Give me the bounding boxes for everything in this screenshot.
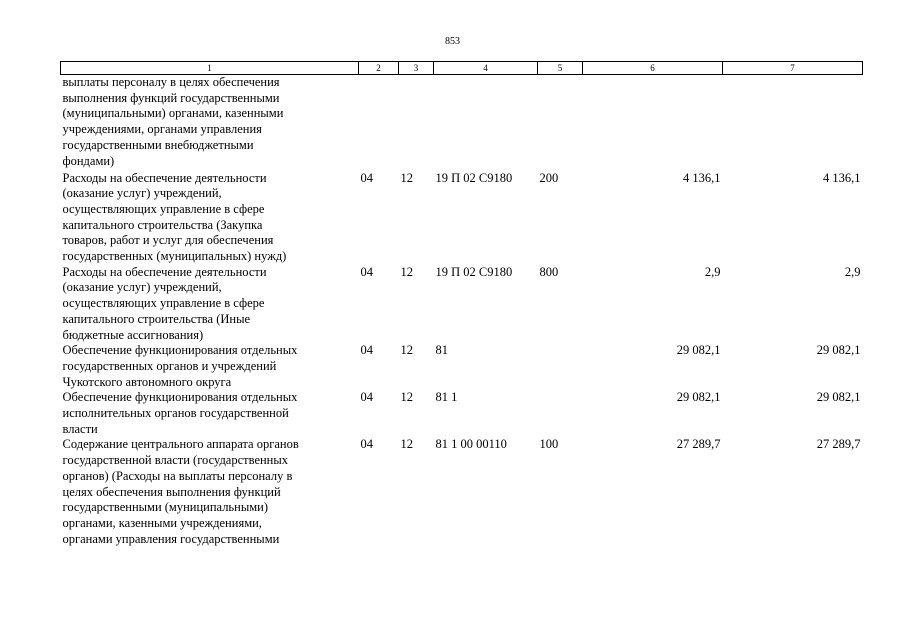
expense-type-code: 800 [539, 264, 559, 279]
row-description [61, 75, 359, 171]
expense-type-code [538, 390, 583, 437]
table-row [61, 343, 863, 390]
target-article-code [434, 75, 538, 171]
description-line: Расходы на обеспечение деятельности [62, 170, 267, 185]
description-line: органами управления государственными [62, 531, 280, 546]
description-line: органами, казенными учреждениями, [62, 515, 262, 530]
amount-col-7: 29 082,1 [816, 343, 861, 358]
amount-col-7 [723, 75, 863, 171]
description-line: Обеспечение функционирования отдельных [62, 390, 298, 405]
header-col-6: 6 [583, 62, 723, 75]
table-row [61, 437, 863, 547]
expense-type-code [538, 343, 583, 390]
description-line: исполнительных органов государственной [62, 406, 289, 421]
description-line: (муниципальными) органами, казенными [62, 106, 284, 121]
description-line: учреждениями, органами управления [62, 122, 262, 137]
table-row [61, 75, 863, 171]
amount-col-6: 2,9 [704, 264, 721, 279]
row-description [61, 390, 359, 437]
description-line: капитального строительства (Иные [62, 311, 251, 326]
description-line: государственными внебюджетными [62, 137, 254, 152]
table-body [61, 75, 863, 548]
subsection-code: 12 [400, 437, 413, 452]
description-line: государственных (муниципальных) нужд) [62, 249, 287, 264]
target-article-code: 81 [435, 343, 448, 358]
section-code: 04 [360, 437, 373, 452]
description-line: товаров, работ и услуг для обеспечения [62, 233, 274, 248]
description-line: Обеспечение функционирования отдельных [62, 343, 298, 358]
page-number: 853 [445, 36, 460, 47]
description-line: осуществляющих управление в сфере [62, 201, 265, 216]
description-line: (оказание услуг) учреждений, [62, 186, 222, 201]
amount-col-7: 4 136,1 [823, 170, 861, 185]
description-line: осуществляющих управление в сфере [62, 296, 265, 311]
target-article-code: 81 1 00 00110 [435, 437, 507, 452]
subsection-code [399, 75, 434, 171]
budget-table [60, 61, 863, 547]
expense-type-code: 200 [539, 170, 559, 185]
table-row [61, 171, 863, 265]
subsection-code: 12 [400, 343, 413, 358]
expense-type-code [538, 75, 583, 171]
amount-col-6: 29 082,1 [676, 390, 721, 405]
subsection-code: 12 [400, 264, 413, 279]
target-article-code: 81 1 [435, 390, 458, 405]
amount-col-7: 2,9 [844, 264, 861, 279]
description-line: Содержание центрального аппарата органов [62, 437, 299, 452]
description-line: выплаты персоналу в целях обеспечения [62, 75, 280, 89]
description-line: (оказание услуг) учреждений, [62, 280, 222, 295]
header-col-4: 4 [434, 62, 538, 75]
row-description [61, 171, 359, 265]
expense-type-code: 100 [539, 437, 559, 452]
header-col-2: 2 [359, 62, 399, 75]
header-col-5: 5 [538, 62, 583, 75]
description-line: фондами) [62, 153, 115, 168]
section-code: 04 [360, 390, 373, 405]
amount-col-6: 4 136,1 [683, 170, 721, 185]
header-col-3: 3 [399, 62, 434, 75]
amount-col-7: 27 289,7 [816, 437, 861, 452]
subsection-code: 12 [400, 170, 413, 185]
table-row [61, 390, 863, 437]
target-article-code: 19 П 02 С9180 [435, 170, 513, 185]
amount-col-6 [583, 75, 723, 171]
amount-col-7: 29 082,1 [816, 390, 861, 405]
description-line: капитального строительства (Закупка [62, 217, 263, 232]
description-line: бюджетные ассигнования) [62, 327, 204, 342]
description-line: выполнения функций государственными [62, 90, 280, 105]
header-col-7: 7 [723, 62, 863, 75]
description-line: государственными (муниципальными) [62, 500, 268, 515]
row-description [61, 437, 359, 547]
description-line: Чукотского автономного округа [62, 374, 232, 389]
description-line: государственных органов и учреждений [62, 358, 277, 373]
section-code [359, 75, 399, 171]
row-description [61, 343, 359, 390]
section-code: 04 [360, 343, 373, 358]
description-line: Расходы на обеспечение деятельности [62, 264, 267, 279]
description-line: государственной власти (государственных [62, 453, 289, 468]
section-code: 04 [360, 264, 373, 279]
amount-col-6: 29 082,1 [676, 343, 721, 358]
table-row [61, 265, 863, 344]
header-col-1: 1 [61, 62, 359, 75]
description-line: власти [62, 421, 98, 436]
row-description [61, 265, 359, 344]
amount-col-6: 27 289,7 [676, 437, 721, 452]
section-code: 04 [360, 170, 373, 185]
subsection-code: 12 [400, 390, 413, 405]
description-line: органов) (Расходы на выплаты персоналу в [62, 468, 293, 483]
column-number-header [61, 62, 863, 75]
description-line: целях обеспечения выполнения функций [62, 484, 281, 499]
target-article-code: 19 П 02 С9180 [435, 264, 513, 279]
